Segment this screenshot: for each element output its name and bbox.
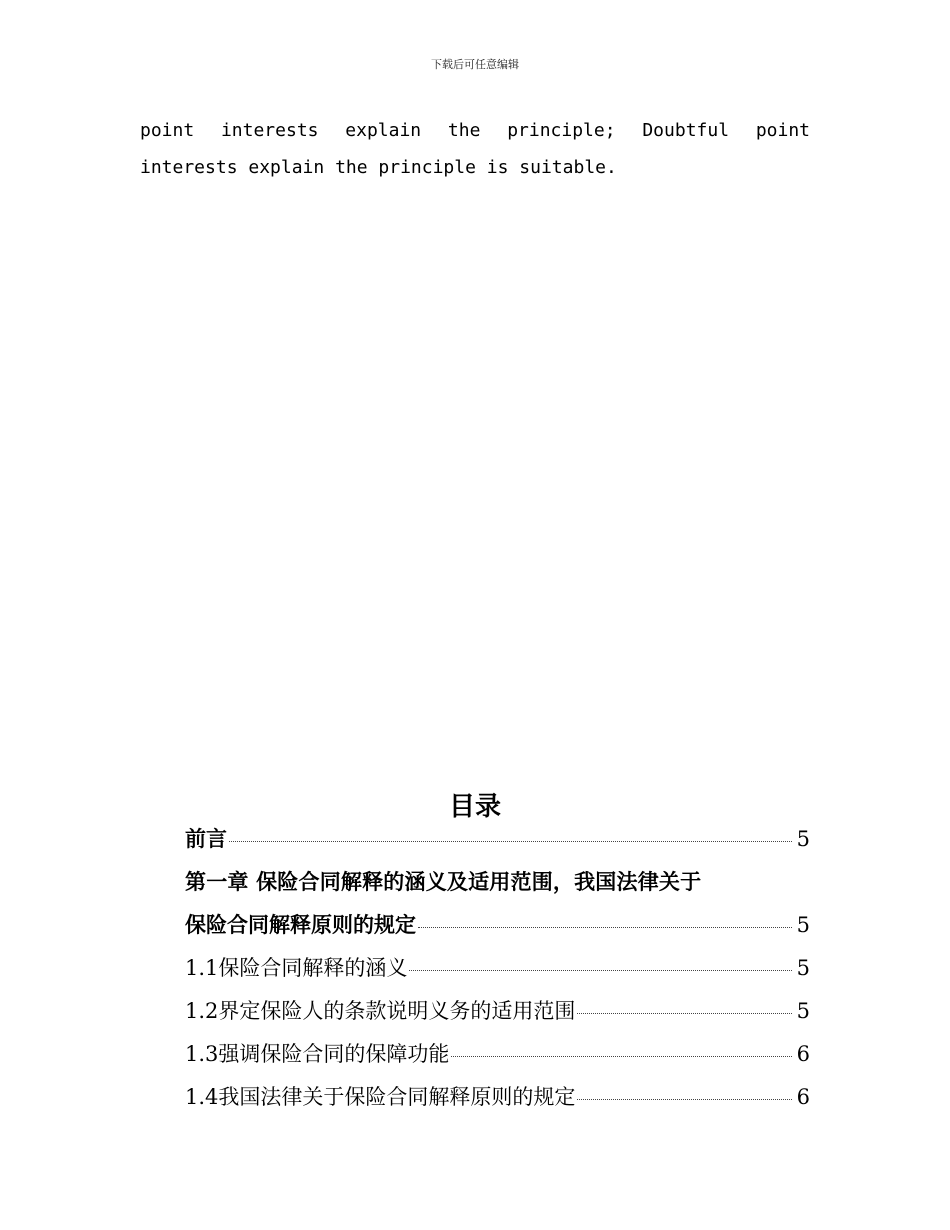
toc-page-number: 6	[796, 1042, 810, 1066]
paragraph-line: interests explain the principle is suitable.	[140, 157, 617, 178]
toc-dot-leader	[451, 1056, 792, 1057]
toc-entry[interactable]	[185, 904, 810, 947]
toc-entry[interactable]	[185, 990, 810, 1033]
toc-page-number: 5	[796, 913, 810, 937]
table-of-contents	[185, 818, 810, 1119]
page-header-note: 下载后可任意编辑	[431, 58, 519, 71]
toc-entry-title-line1: 第一章 保险合同解释的涵义及适用范围，我国法律关于	[185, 870, 702, 894]
toc-entry[interactable]	[185, 1076, 810, 1119]
toc-page-number: 5	[796, 827, 810, 851]
toc-entry[interactable]	[185, 947, 810, 990]
toc-entry-title: 1.1保险合同解释的涵义	[185, 956, 408, 980]
toc-entry-title: 前言	[185, 827, 227, 851]
toc-dot-leader	[577, 1013, 792, 1014]
toc-page-number: 6	[796, 1085, 810, 1109]
toc-entry-title: 保险合同解释原则的规定	[185, 913, 416, 937]
body-paragraph	[140, 112, 810, 186]
toc-dot-leader	[409, 970, 792, 971]
toc-dot-leader	[418, 927, 792, 928]
paragraph-line: point interests explain the principle; Doubtful point	[140, 120, 810, 141]
toc-entry-title: 1.4我国法律关于保险合同解释原则的规定	[185, 1085, 576, 1109]
toc-page-number: 5	[796, 999, 810, 1023]
toc-entry-title: 1.2界定保险人的条款说明义务的适用范围	[185, 999, 576, 1023]
toc-title: 目录	[448, 792, 501, 822]
toc-dot-leader	[229, 841, 792, 842]
toc-dot-leader	[577, 1099, 792, 1100]
toc-entry[interactable]	[185, 818, 810, 861]
toc-page-number: 5	[796, 956, 810, 980]
toc-entry-title: 1.3强调保险合同的保障功能	[185, 1042, 450, 1066]
toc-entry[interactable]	[185, 1033, 810, 1076]
